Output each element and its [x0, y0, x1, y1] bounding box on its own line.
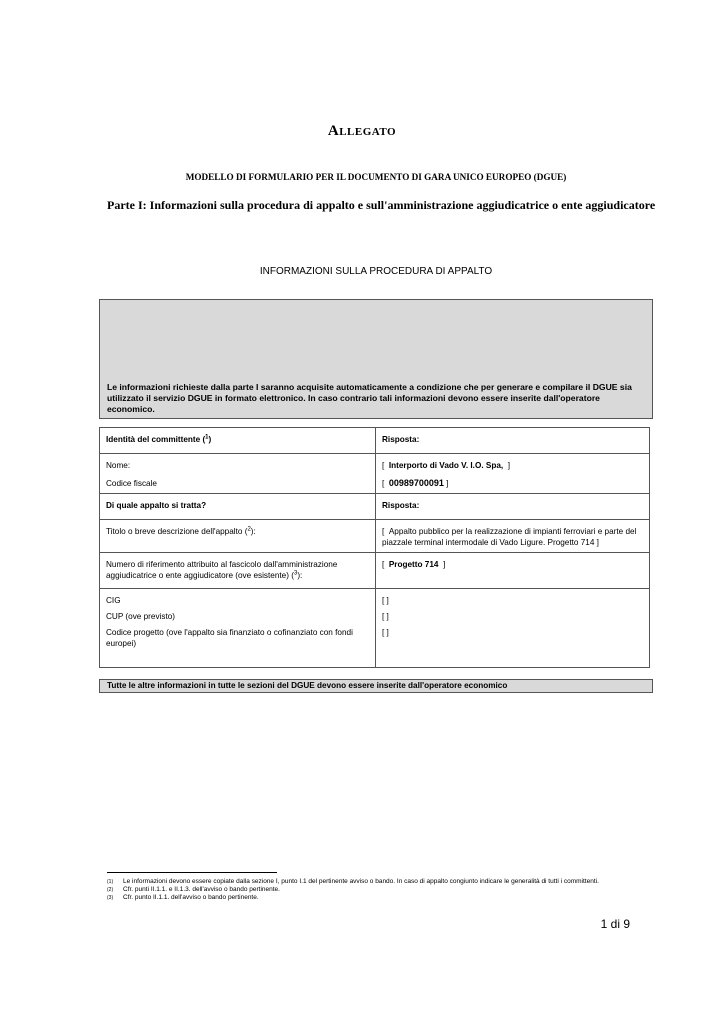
riferimento-value-text: Progetto 714: [388, 560, 439, 569]
info-box-note: Le informazioni richieste dalla parte I saranno acquisite automaticamente a condizione che per generare e compilare il DGUE sia utilizzato il servizio DGUE in formato elettronico. In caso contrario tali informazioni devono essere inserite dall'operatore economico.: [107, 382, 632, 414]
footnotes: [107, 878, 667, 902]
codice-fiscale-value-text: 00989700091: [388, 478, 444, 488]
table-row: [100, 454, 650, 494]
titolo-value-line-1: [ Appalto pubblico per la realizzazione di impianti ferroviari e parte del: [382, 527, 637, 536]
title-rest: LLEGATO: [339, 126, 397, 138]
codice-fiscale-value: [ 00989700091 ]: [382, 478, 449, 488]
part-title: Parte I: Informazioni sulla procedura di appalto e sull'amministrazione aggiudicatrice o ente aggiudicatore: [107, 198, 656, 212]
bottom-note-bar: Tutte le altre informazioni in tutte le sezioni del DGUE devono essere inserite dall'operatore economico: [99, 679, 653, 693]
document-title: [0, 123, 724, 140]
titolo-label-close: ):: [250, 527, 256, 536]
riferimento-label-cell: [100, 553, 376, 589]
nome-value-text: Interporto di Vado V. I.O. Spa,: [388, 461, 504, 470]
riferimento-value-cell: [ Progetto 714 ]: [376, 553, 650, 589]
nome-label: Nome:: [106, 461, 131, 470]
section-title: INFORMAZIONI SULLA PROCEDURA DI APPALTO: [259, 266, 493, 277]
titolo-label: Titolo o breve descrizione dell'appalto (: [106, 527, 248, 536]
form-subtitle: MODELLO DI FORMULARIO PER IL DOCUMENTO DI GARA UNICO EUROPEO (DGUE): [185, 172, 567, 182]
footnote-text: Le informazioni devono essere copiate dalla sezione I, punto I.1 del pertinente avviso o bando. In caso di appalto congiunto indicare le generalità di tutti i committenti.: [123, 878, 599, 885]
risposta-header-cell-2: Risposta:: [376, 494, 650, 520]
titolo-value-text-1: Appalto pubblico per la realizzazione di impianti ferroviari e parte del: [388, 527, 637, 536]
footnote-ref: 3: [293, 570, 298, 577]
footnote-item: [107, 894, 667, 902]
info-box: [99, 299, 653, 419]
cig-value: [ ]: [382, 596, 389, 605]
table-row: [100, 553, 650, 589]
footnote-number: (1): [107, 879, 114, 885]
table-row: [100, 428, 650, 454]
identity-header-text: Identità del committente (: [106, 435, 206, 444]
riferimento-label-1: Numero di riferimento attribuito al fascicolo dall'amministrazione: [106, 560, 338, 569]
riferimento-label-2: [106, 570, 369, 581]
footnote-ref: 1: [205, 434, 209, 441]
page-number: 1 di 9: [600, 917, 630, 931]
codice-progetto-value: [ ]: [382, 628, 389, 637]
procedure-table: [99, 427, 650, 668]
appalto-header-cell: Di quale appalto si tratta?: [100, 494, 376, 520]
footnote-number: (2): [107, 887, 114, 893]
titolo-label-cell: [100, 520, 376, 553]
nome-value: [ Interporto di Vado V. I.O. Spa, ]: [382, 461, 510, 470]
codes-value-cell: [376, 589, 650, 668]
footnote-divider: [107, 872, 277, 873]
table-row: [100, 520, 650, 553]
table-row: [100, 589, 650, 668]
risposta-header-cell: Risposta:: [376, 428, 650, 454]
titolo-value-cell: [376, 520, 650, 553]
table-row: [100, 494, 650, 520]
identity-values-cell: [376, 454, 650, 494]
titolo-value-line-2: piazzale terminal intermodale di Vado Ligure. Progetto 714 ]: [382, 538, 599, 547]
identity-labels-cell: [100, 454, 376, 494]
footnote-text: Cfr. punti II.1.1. e II.1.3. dell'avviso o bando pertinente.: [123, 886, 280, 893]
cup-value: [ ]: [382, 612, 389, 621]
identity-header-close: ): [208, 435, 212, 444]
footnote-text: Cfr. punto II.1.1. dell'avviso o bando pertinente.: [123, 894, 259, 901]
cig-label: CIG: [106, 596, 121, 605]
codice-progetto-label: Codice progetto (ove l'appalto sia finanziato o cofinanziato con fondi europei): [106, 628, 353, 648]
codes-label-cell: [100, 589, 376, 668]
footnote-number: (3): [107, 895, 114, 901]
footnote-item: [107, 878, 667, 886]
codice-fiscale-label: Codice fiscale: [106, 479, 157, 488]
title-initial: A: [327, 123, 340, 139]
cup-label: CUP (ove previsto): [106, 612, 176, 621]
footnote-ref: 2: [247, 526, 251, 533]
identity-header-cell: [100, 428, 376, 454]
riferimento-label-2-text: aggiudicatrice o ente aggiudicatore (ove esistente) (: [106, 571, 294, 580]
riferimento-label-close: ):: [297, 571, 303, 580]
footnote-item: [107, 886, 667, 894]
